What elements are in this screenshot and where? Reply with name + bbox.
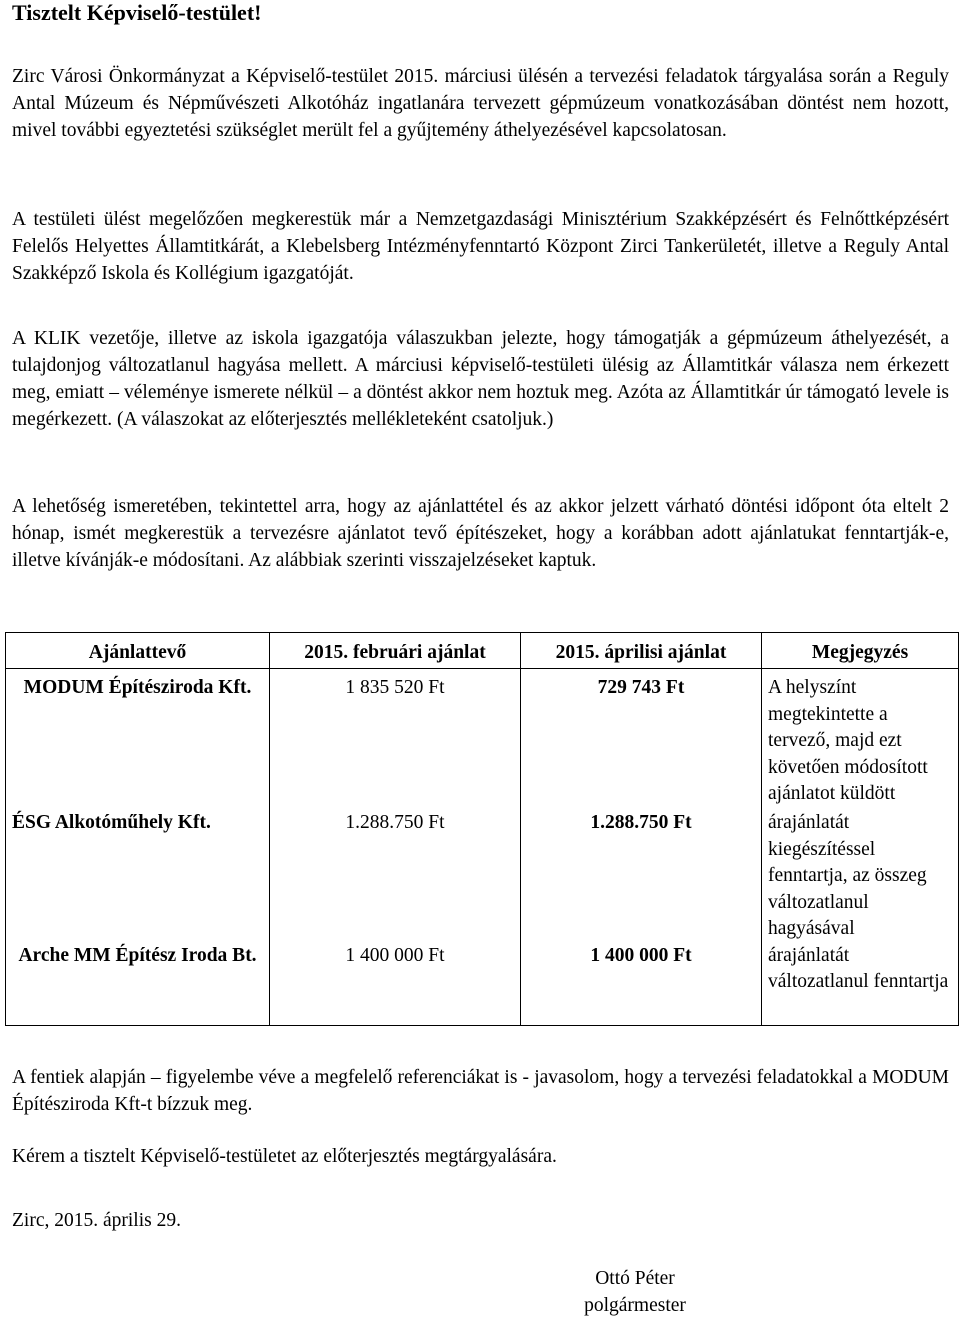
header-february-offer: 2015. februári ajánlat: [270, 633, 521, 669]
february-offer-cell: 1 400 000 Ft: [270, 943, 521, 1026]
table-row: [6, 669, 959, 809]
bidder-cell: ÉSG Alkotóműhely Kft.: [6, 808, 270, 943]
remark-text: árajánlatát kiegészítéssel fenntartja, az összeg változatlanul hagyásával: [768, 812, 927, 939]
table-row: [6, 943, 959, 1026]
february-offer-cell: 1 835 520 Ft: [270, 669, 521, 809]
header-bidder: Ajánlattevő: [6, 633, 270, 669]
remark-cell: [762, 943, 959, 1026]
bidder-cell: MODUM Építésziroda Kft.: [6, 669, 270, 809]
remark-cell: [762, 669, 959, 809]
signatory-name: Ottó Péter: [595, 1268, 675, 1289]
paragraph-inquiries: A testületi ülést megelőzően megkerestük már a Nemzetgazdasági Minisztérium Szakképzésért és Felnőttképzésért Felelős Helyettes Államtitkárát, a Klebelsberg Intézményfenntartó Központ Zirci Tankerületét, illetve a Reguly Antal Szakképző Iskola és Kollégium igazgatóját.: [12, 209, 949, 284]
february-offer-cell: 1.288.750 Ft: [270, 808, 521, 943]
date-line: Zirc, 2015. április 29.: [12, 1210, 181, 1231]
april-offer-cell: 1 400 000 Ft: [521, 943, 762, 1026]
paragraph-recommendation: A fentiek alapján – figyelembe véve a megfelelő referenciákat is - javasolom, hogy a tervezési feladatokkal a MODUM Építésziroda Kft-t bízzuk meg.: [12, 1067, 949, 1115]
remark-text: árajánlatát változatlanul fenntartja: [768, 944, 949, 992]
remark-text: A helyszínt megtekintette a tervező, majd ezt követően módosított ajánlatot küldött: [768, 677, 928, 804]
offers-table: [5, 632, 959, 1026]
signatory-role: polgármester: [584, 1295, 686, 1316]
bidder-cell: Arche MM Építész Iroda Bt.: [6, 943, 270, 1026]
header-remark: Megjegyzés: [762, 633, 959, 669]
table-header-row: [6, 633, 959, 669]
remark-cell: [762, 808, 959, 943]
table-row: [6, 808, 959, 943]
paragraph-intro: Zirc Városi Önkormányzat a Képviselő-testület 2015. márciusi ülésén a tervezési feladatok tárgyalása során a Reguly Antal Múzeum és Népművészeti Alkotóház ingatlanára tervezett gépmúzeum vonatkozásában döntést nem hozott, mivel további egyeztetési szükséglet merült fel a gyűjtemény áthelyezésével kapcsolatosan.: [12, 66, 949, 141]
april-offer-cell: 729 743 Ft: [521, 669, 762, 809]
paragraph-request: Kérem a tisztelt Képviselő-testületet az előterjesztés megtárgyalására.: [12, 1146, 557, 1167]
april-offer-cell: 1.288.750 Ft: [521, 808, 762, 943]
document-title: Tisztelt Képviselő-testület!: [12, 0, 262, 25]
header-april-offer: 2015. áprilisi ajánlat: [521, 633, 762, 669]
paragraph-responses: A KLIK vezetője, illetve az iskola igazgatója válaszukban jelezte, hogy támogatják a gépmúzeum áthelyezését, a tulajdonjog változatlanul hagyása mellett. A márciusi képviselő-testületi ülésig az Államtitkár válasza nem érkezett meg, emiatt – véleménye ismerete nélkül – a döntést akkor nem hoztuk meg. Azóta az Államtitkár úr támogató levele is megérkezett. (A válaszokat az előterjesztés mellékleteként csatoljuk.): [12, 328, 949, 430]
paragraph-new-inquiry: A lehetőség ismeretében, tekintettel arra, hogy az ajánlattétel és az akkor jelzett várható döntési időpont óta eltelt 2 hónap, ismét megkerestük a tervezésre ajánlatot tevő építészeket, hogy a korábban adott ajánlatukat fenntartják-e, illetve kívánják-e módosítani. Az alábbiak szerinti visszajelzéseket kaptuk.: [12, 496, 949, 571]
